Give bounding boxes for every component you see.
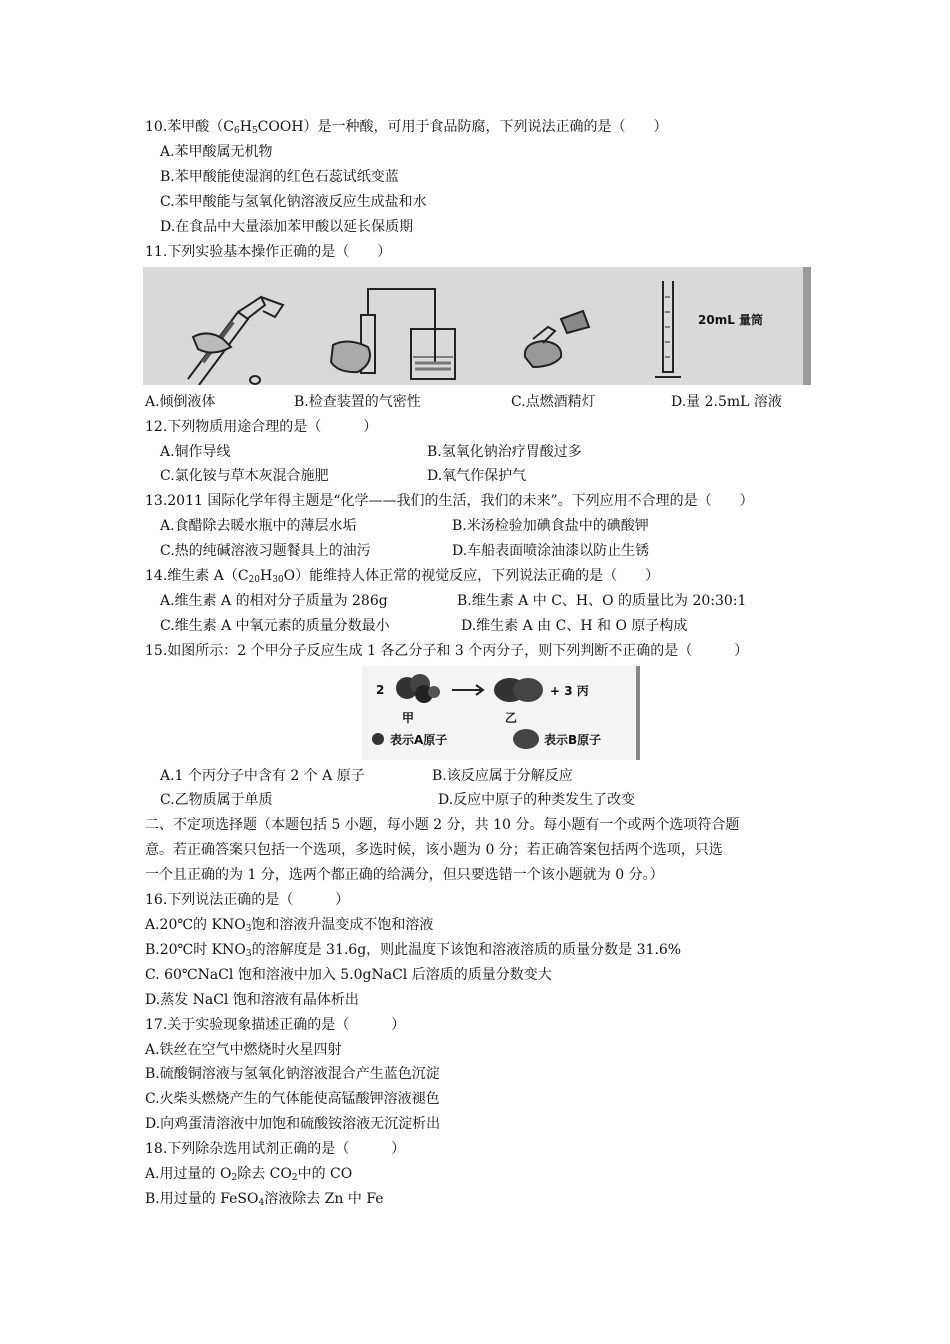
q10-option-d: D.在食品中大量添加苯甲酸以延长保质期 bbox=[160, 219, 414, 235]
q15-reaction-figure bbox=[362, 666, 640, 760]
q17-option-b: B.硫酸铜溶液与氢氧化钠溶液混合产生蓝色沉淀 bbox=[145, 1066, 440, 1082]
section2-rule-line2: 意。若正确答案只包括一个选项，多选时候，该小题为 0 分；若正确答案包括两个选项，只选 bbox=[145, 842, 723, 858]
q10-option-c: C.苯甲酸能与氢氧化钠溶液反应生成盐和水 bbox=[160, 194, 427, 210]
q14-option-a: A.维生素 A 的相对分子质量为 286g bbox=[160, 593, 388, 609]
q16-option-c: C. 60℃NaCl 饱和溶液中加入 5.0gNaCl 后溶质的质量分数变大 bbox=[145, 967, 552, 983]
q17-option-a: A.铁丝在空气中燃烧时火星四射 bbox=[145, 1042, 342, 1058]
q14-stem: 14.维生素 $A(C_{20}H_{30}O)$能维持人体正常的视觉反应，下列说法正确的是（ ） bbox=[145, 568, 660, 585]
cylinder-label: 20mL 量筒 bbox=[698, 313, 764, 327]
legend-a-text: 表示A原子 bbox=[390, 733, 448, 747]
q16-option-a: A.20℃的 $KNO_3$饱和溶液升温变成不饱和溶液 bbox=[145, 917, 434, 934]
q12-stem: 12.下列物质用途合理的是（ ） bbox=[145, 419, 378, 435]
q17-stem: 17.关于实验现象描述正确的是（ ） bbox=[145, 1017, 406, 1033]
q11-option-d: D.量 2.5mL 溶液 bbox=[671, 394, 782, 410]
lab-operations-illustration bbox=[143, 267, 811, 385]
q14-option-b: B.维生素 A 中 C、H、O 的质量比为 20:30:1 bbox=[457, 593, 747, 609]
q15-option-b: B.该反应属于分解反应 bbox=[432, 768, 573, 784]
q11-lab-figure bbox=[143, 267, 811, 385]
q15-stem: 15.如图所示：2 个甲分子反应生成 1 各乙分子和 3 个丙分子，则下列判断不正确的是（ ） bbox=[145, 643, 749, 659]
graduated-cylinder-icon bbox=[655, 281, 681, 377]
q11-option-b: B.检查装置的气密性 bbox=[294, 394, 421, 410]
q12-option-a: A.铜作导线 bbox=[160, 444, 231, 460]
reaction-arrow-icon bbox=[452, 685, 483, 695]
q13-option-b: B.米汤检验加碘食盐中的碘酸钾 bbox=[452, 518, 649, 534]
alcohol-lamp-icon bbox=[525, 311, 589, 367]
section2-heading: 二、不定项选择题（本题包括 5 小题，每小题 2 分，共 10 分。每小题有一个或两个选项符合题 bbox=[145, 817, 740, 833]
legend-b-text: 表示B原子 bbox=[544, 733, 602, 747]
pouring-liquid-icon bbox=[188, 297, 283, 385]
q15-option-c: C.乙物质属于单质 bbox=[160, 792, 273, 808]
q11-option-a: A.倾倒液体 bbox=[145, 394, 216, 410]
q12-option-c: C.氯化铵与草木灰混合施肥 bbox=[160, 468, 329, 484]
q16-option-d: D.蒸发 NaCl 饱和溶液有晶体析出 bbox=[145, 992, 359, 1008]
q10-stem: 10.苯甲酸$(C_6H_5COOH)$是一种酸，可用于食品防腐，下列说法正确的是（ ） bbox=[145, 119, 668, 136]
q16-stem: 16.下列说法正确的是（ ） bbox=[145, 892, 350, 908]
q13-stem: 13.2011 国际化学年得主题是“化学——我们的生活，我们的未来”。下列应用不合理的是（ ） bbox=[145, 493, 754, 509]
section2-rule-line3: 一个且正确的为 1 分，选两个都正确的给满分，但只要选错一个该小题就为 0 分。） bbox=[145, 867, 664, 883]
q16-option-b: B.20℃时 $KNO_3$的溶解度是 31.6g，则此温度下该饱和溶液溶质的质量分数是 31.6% bbox=[145, 942, 682, 959]
airtightness-check-icon bbox=[331, 289, 455, 379]
q18-option-b: B.用过量的 FeSO$_4$溶液除去 Zn 中 Fe bbox=[145, 1191, 384, 1208]
q10-option-a: A.苯甲酸属无机物 bbox=[160, 144, 273, 160]
q15-option-a: A.1 个丙分子中含有 2 个 A 原子 bbox=[160, 768, 365, 784]
q14-option-c: C.维生素 A 中氧元素的质量分数最小 bbox=[160, 618, 390, 634]
label-yi: 乙 bbox=[505, 711, 518, 725]
q13-option-c: C.热的纯碱溶液习题餐具上的油污 bbox=[160, 543, 371, 559]
atom-a-legend-icon bbox=[372, 733, 384, 745]
q13-option-a: A.食醋除去暖水瓶中的薄层水垢 bbox=[160, 518, 357, 534]
q11-stem: 11.下列实验基本操作正确的是（ ） bbox=[145, 244, 392, 260]
q18-option-a: A.用过量的 $O_2$除去 $CO_2$中的 CO bbox=[145, 1166, 353, 1183]
q15-option-d: D.反应中原子的种类发生了改变 bbox=[438, 792, 636, 808]
q18-stem: 18.下列除杂选用试剂正确的是（ ） bbox=[145, 1141, 406, 1157]
reaction-coefficient: 2 bbox=[376, 683, 385, 697]
q17-option-d: D.向鸡蛋清溶液中加饱和硫酸铵溶液无沉淀析出 bbox=[145, 1116, 441, 1132]
q12-option-d: D.氧气作保护气 bbox=[427, 468, 527, 484]
q10-option-b: B.苯甲酸能使湿润的红色石蕊试纸变蓝 bbox=[160, 169, 399, 185]
q11-option-c: C.点燃酒精灯 bbox=[511, 394, 596, 410]
reaction-diagram bbox=[362, 666, 640, 760]
label-jia: 甲 bbox=[402, 711, 415, 725]
atom-b-legend-icon bbox=[513, 729, 539, 749]
q14-option-d: D.维生素 A 由 C、H 和 O 原子构成 bbox=[461, 618, 688, 634]
molecule-yi-icon bbox=[494, 678, 543, 702]
plus-three-bing: + 3 丙 bbox=[550, 684, 589, 698]
q12-option-b: B.氢氧化钠治疗胃酸过多 bbox=[427, 444, 582, 460]
q13-option-d: D.车船表面喷涂油漆以防止生锈 bbox=[452, 543, 650, 559]
molecule-jia-icon bbox=[396, 674, 440, 703]
q17-option-c: C.火柴头燃烧产生的气体能使高锰酸钾溶液褪色 bbox=[145, 1091, 440, 1107]
